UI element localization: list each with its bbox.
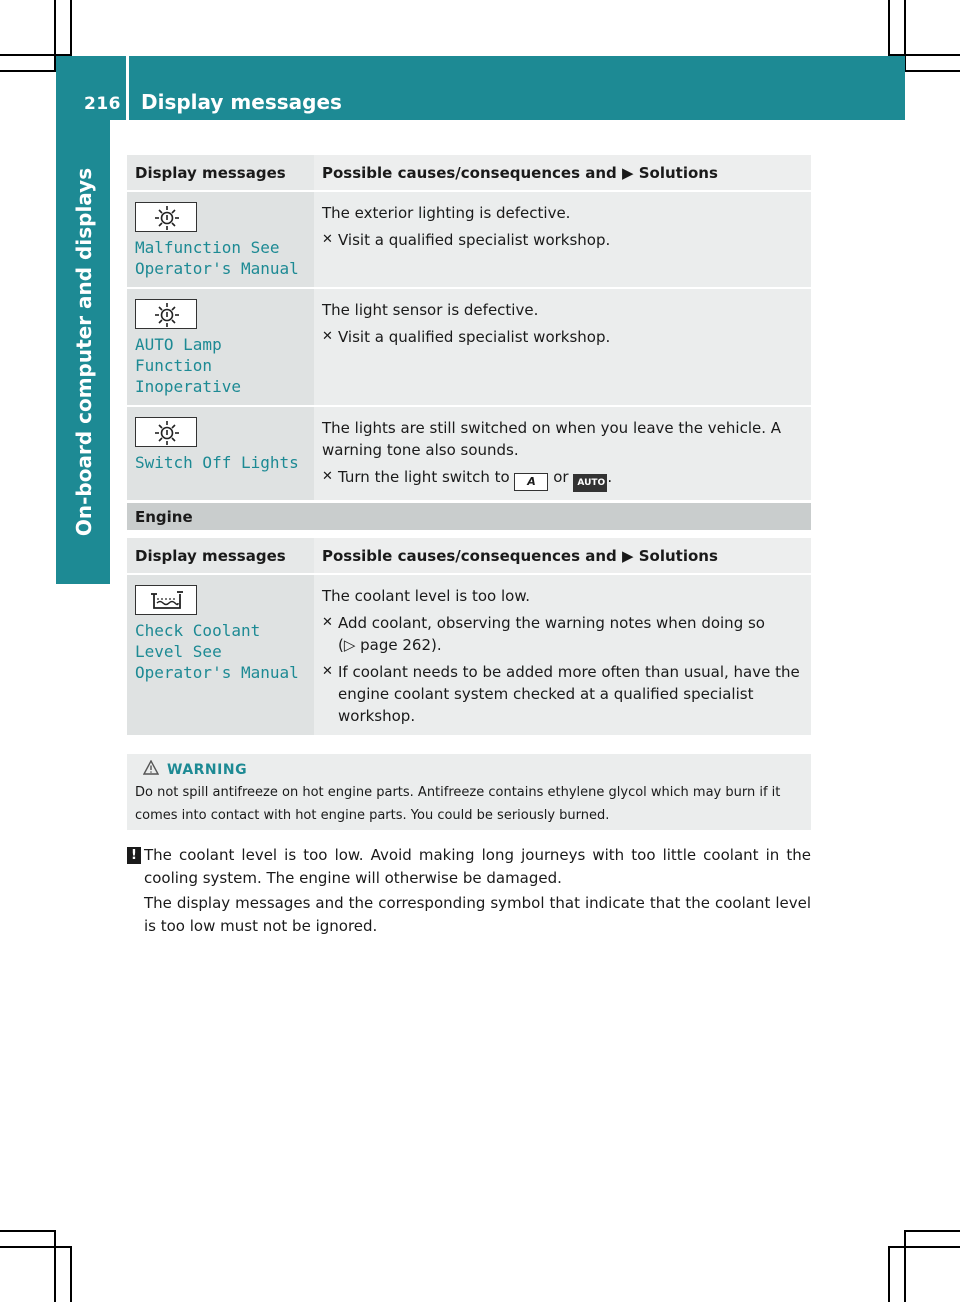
crop-mark — [904, 1230, 960, 1232]
display-message-line: Operator's Manual — [135, 663, 299, 682]
note-block — [127, 844, 811, 938]
column-header-messages: Display messages — [127, 155, 314, 190]
table-row — [127, 575, 811, 735]
side-tab-label: On-board computer and displays — [72, 167, 96, 537]
message-cell — [127, 192, 314, 287]
display-message-line: Malfunction See — [135, 238, 280, 257]
page-reference-link[interactable]: (▷ page 262). — [338, 636, 442, 654]
note-paragraph: The coolant level is too low. Avoid making long journeys with too little coolant in the cooling system. The engine will otherwise be damaged. — [144, 846, 811, 887]
engine-messages-table — [127, 538, 811, 735]
column-header-solutions: Possible causes/consequences and ▶ Solutions — [314, 538, 811, 573]
crop-mark — [904, 1232, 906, 1302]
message-cell — [127, 289, 314, 405]
action-text: or — [553, 468, 569, 486]
crop-mark — [70, 0, 72, 56]
warning-title: WARNING — [167, 761, 248, 778]
action-text: . — [607, 468, 613, 486]
coolant-icon — [135, 585, 197, 615]
crop-mark — [0, 70, 56, 72]
table-row — [127, 289, 811, 405]
description-cell — [314, 575, 811, 735]
crop-mark — [888, 0, 890, 56]
crop-mark — [70, 1246, 72, 1302]
action-arrow-icon: ✕ — [322, 232, 333, 247]
action-item — [322, 661, 803, 727]
display-message-line: Check Coolant — [135, 621, 261, 640]
crop-mark — [888, 1246, 890, 1302]
action-arrow-icon: ✕ — [322, 664, 333, 679]
note-exclamation-icon: ! — [127, 847, 141, 864]
description-cell — [314, 289, 811, 405]
description-cell — [314, 407, 811, 500]
message-cell — [127, 575, 314, 735]
action-text: Visit a qualified specialist workshop. — [338, 328, 611, 346]
cause-text: The lights are still switched on when you leave the vehicle. A warning tone also sounds. — [322, 419, 782, 459]
display-message-line: Inoperative — [135, 377, 241, 396]
cause-text: The light sensor is defective. — [322, 301, 539, 319]
crop-mark — [890, 1246, 960, 1248]
light-bulb-icon — [135, 417, 197, 447]
warning-heading — [143, 760, 803, 779]
crop-mark — [0, 1230, 56, 1232]
display-message-line: Level See — [135, 642, 222, 661]
cause-text: The coolant level is too low. — [322, 587, 530, 605]
crop-mark — [904, 70, 960, 72]
warning-triangle-icon — [143, 760, 159, 779]
warning-text: Do not spill antifreeze on hot engine parts. Antifreeze contains ethylene glycol which may burn if it comes into contact with hot engine parts. You could be seriously burned. — [135, 785, 781, 823]
action-arrow-icon: ✕ — [322, 469, 333, 484]
description-cell — [314, 192, 811, 287]
action-arrow-icon: ✕ — [322, 615, 333, 630]
crop-mark — [54, 1232, 56, 1302]
action-text: Turn the light switch to — [338, 468, 510, 486]
display-message-line: Switch Off Lights — [135, 453, 299, 472]
section-heading-engine: Engine — [127, 503, 811, 530]
page-title: Display messages — [141, 90, 342, 114]
display-message-line: AUTO Lamp Function — [135, 335, 222, 375]
lighting-messages-table — [127, 155, 811, 500]
display-message-line: Operator's Manual — [135, 259, 299, 278]
warning-box — [127, 754, 811, 830]
action-arrow-icon: ✕ — [322, 329, 333, 344]
action-item — [322, 612, 803, 656]
table-row — [127, 407, 811, 500]
action-text: Visit a qualified specialist workshop. — [338, 231, 611, 249]
page-number: 216 — [84, 94, 121, 114]
column-header-solutions: Possible causes/consequences and ▶ Solutions — [314, 155, 811, 190]
message-cell — [127, 407, 314, 500]
light-bulb-icon — [135, 202, 197, 232]
light-switch-auto-icon: AUTO — [573, 474, 607, 492]
note-paragraph: The display messages and the corresponding symbol that indicate that the coolant level is too low must not be ignored. — [144, 894, 811, 935]
action-text: Add coolant, observing the warning notes when doing so — [338, 614, 765, 632]
action-item — [322, 466, 803, 492]
column-header-messages: Display messages — [127, 538, 314, 573]
crop-mark — [0, 1246, 70, 1248]
action-item — [322, 326, 803, 348]
header-divider — [126, 56, 129, 120]
action-text: If coolant needs to be added more often than usual, have the engine coolant system checked at a qualified specialist workshop. — [338, 663, 800, 725]
table-header-row — [127, 538, 811, 573]
cause-text: The exterior lighting is defective. — [322, 204, 571, 222]
action-item — [322, 229, 803, 251]
table-header-row — [127, 155, 811, 190]
table-row — [127, 192, 811, 287]
light-bulb-icon — [135, 299, 197, 329]
light-switch-a-icon: A — [514, 473, 548, 491]
